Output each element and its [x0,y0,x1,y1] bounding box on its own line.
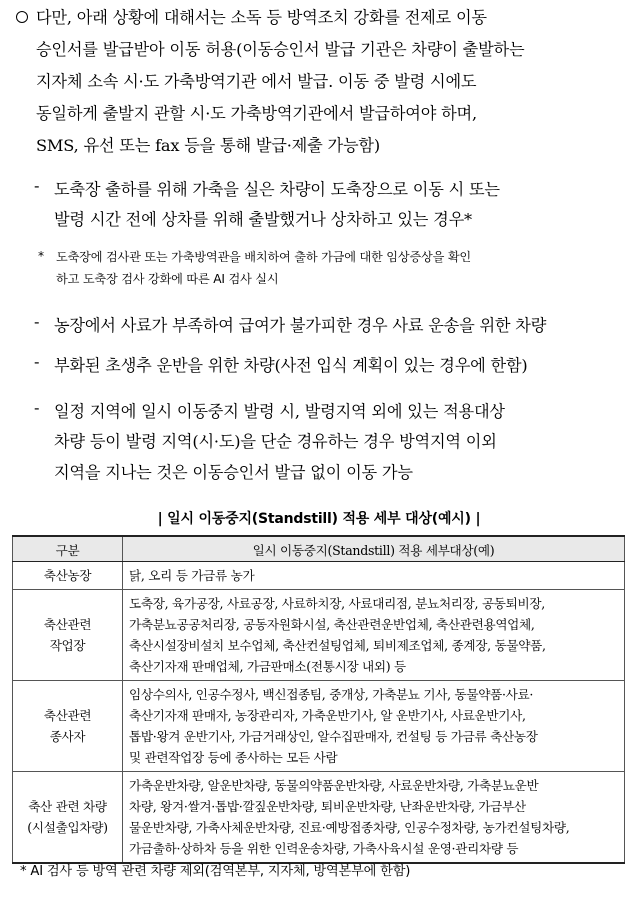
detail-cell [123,590,625,681]
circle-bullet-icon [16,11,28,23]
table-row [13,772,625,864]
detail-line: 축산시설장비설치 보수업체, 축산컨설팅업체, 퇴비제조업체, 종계장, 동물약품, [129,638,546,653]
detail-line: 톱밥·왕겨 운반기사, 가금거래상인, 알수집판매자, 컨설팅 등 가금류 축산농장 [129,729,538,744]
bullet-line: 도축장 출하를 위해 가축을 실은 차량이 도축장으로 이동 시 또는 [54,180,500,199]
detail-line: 가축분뇨공공처리장, 공동자원화시설, 축산관련운반업체, 축산관련용역업체, [129,617,535,632]
dash-bullet: - [34,352,40,371]
detail-line: 도축장, 육가공장, 사료공장, 사료하치장, 사료대리점, 분뇨처리장, 공동퇴비장, [129,596,545,611]
category-text: 축산농장 [43,568,92,583]
dash-bullet: - [34,398,40,417]
detail-line: 차량, 왕겨·쌀겨·톱밥·깔짚운반차량, 퇴비운반차량, 난좌운반차량, 가금부산 [129,799,526,814]
detail-line: 가금출하·상하차 등을 위한 인력운송차량, 가축사육시설 운영·관리차량 등 [129,841,519,856]
note-line: 하고 도축장 검사 강화에 따른 AI 검사 실시 [56,272,279,286]
category-cell [13,590,123,681]
bullet-line: 일정 지역에 일시 이동중지 발령 시, 발령지역 외에 있는 적용대상 [54,402,505,421]
category-text: 작업장 [49,638,86,653]
bullet-line: 차량 등이 발령 지역(시·도)을 단순 경유하는 경우 방역지역 이외 [54,432,497,451]
category-text: 축산관련 [43,708,92,723]
detail-line: 임상수의사, 인공수정사, 백신접종팀, 중개상, 가축분뇨 기사, 동물약품·사료· [129,687,534,702]
category-cell [13,772,123,864]
category-text: 종사자 [49,729,86,744]
main-paragraph-line: SMS, 유선 또는 fax 등을 통해 발급·제출 가능함) [36,136,380,155]
note-asterisk: * [38,249,44,263]
standstill-target-table [12,535,625,864]
detail-line: 닭, 오리 등 가금류 농가 [129,568,255,583]
table-row [13,562,625,590]
category-text: 축산 관련 차량 [28,799,107,814]
detail-line: 축산기자재 판매자, 농장관리자, 가축운반기사, 알 운반기사, 사료운반기사, [129,708,526,723]
table-row [13,590,625,681]
category-cell [13,562,123,590]
detail-cell [123,772,625,864]
note-line: 도축장에 검사관 또는 가축방역관을 배치하여 출하 가금에 대한 임상증상을 확인 [56,250,471,264]
column-header-detail: 일시 이동중지(Standstill) 적용 세부대상(예) [123,536,625,562]
detail-cell [123,562,625,590]
category-cell [13,681,123,772]
bullet-line: 발령 시간 전에 상차를 위해 출발했거나 상차하고 있는 경우* [54,210,472,229]
bullet-line: 지역을 지나는 것은 이동승인서 발급 없이 이동 가능 [54,463,413,482]
main-paragraph-line: 다만, 아래 상황에 대해서는 소독 등 방역조치 강화를 전제로 이동 [36,8,487,27]
bullet-item-feed: 농장에서 사료가 부족하여 급여가 불가피한 경우 사료 운송을 위한 차량 [54,316,547,335]
main-paragraph-line: 승인서를 발급받아 이동 허용(이동승인서 발급 기관은 차량이 출발하는 [36,40,525,59]
category-text: 축산관련 [43,617,92,632]
detail-line: 축산기자재 판매업체, 가금판매소(전통시장 내외) 등 [129,659,406,674]
main-paragraph-line: 지자체 소속 시·도 가축방역기관 에서 발급. 이동 중 발령 시에도 [36,72,477,91]
main-paragraph-line: 동일하게 출발지 관할 시·도 가축방역기관에서 발급하여야 하며, [36,104,477,123]
table-header-row [13,536,625,562]
footnote: * AI 검사 등 방역 관련 차량 제외(검역본부, 지자체, 방역본부에 한함) [20,864,411,879]
table-title: | 일시 이동중지(Standstill) 적용 세부 대상(예시) | [157,511,481,527]
dash-bullet: - [34,312,40,331]
dash-bullet: - [34,176,40,195]
category-text: (시설출입차량) [27,820,108,835]
note-slaughter-inspection [56,248,632,290]
detail-line: 가축운반차량, 알운반차량, 동물의약품운반차량, 사료운반차량, 가축분뇨운반 [129,778,539,793]
bullet-item-chicks: 부화된 초생추 운반을 위한 차량(사전 입식 계획이 있는 경우에 한함) [54,356,528,375]
detail-line: 물운반차량, 가축사체운반차량, 진료·예방접종차량, 인공수정차량, 농가컨설팅차량, [129,820,570,835]
main-paragraph [36,4,631,164]
column-header-category: 구분 [13,536,123,562]
bullet-item-transit [54,398,632,490]
bullet-item-slaughter [54,176,632,236]
detail-line: 및 관련작업장 등에 종사하는 모든 사람 [129,750,338,765]
detail-cell [123,681,625,772]
table-row [13,681,625,772]
